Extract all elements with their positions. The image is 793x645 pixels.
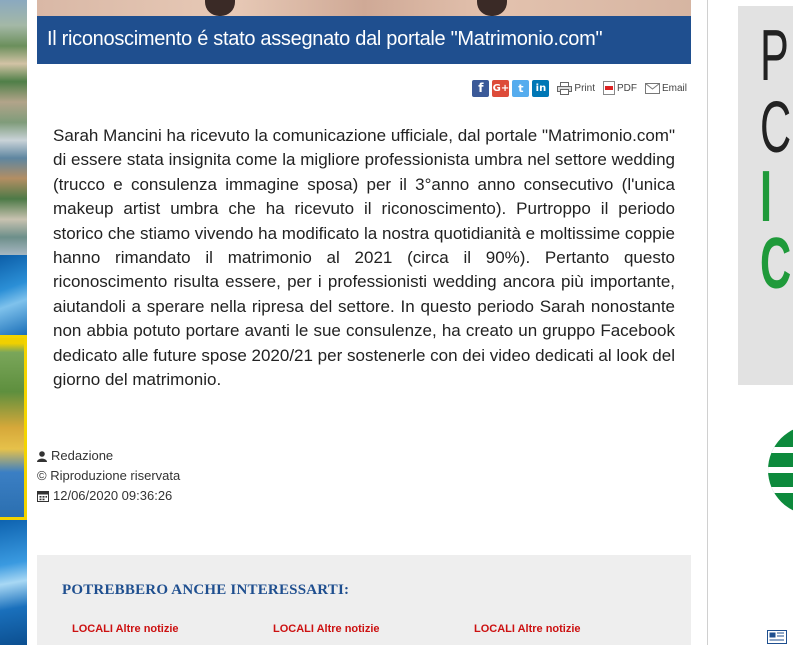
google-plus-share-icon[interactable]: G+ xyxy=(492,80,509,97)
logo-stripe xyxy=(768,447,793,453)
article-photo xyxy=(37,0,691,16)
user-icon xyxy=(37,451,47,462)
logo-stripe xyxy=(768,487,793,493)
facebook-share-icon[interactable]: f xyxy=(472,80,489,97)
envelope-icon xyxy=(645,83,660,94)
column-divider xyxy=(707,0,708,645)
related-link-2[interactable]: LOCALI Altre notizie xyxy=(273,623,380,635)
pdf-label: PDF xyxy=(616,82,637,94)
green-logo[interactable] xyxy=(768,425,793,515)
related-heading: POTREBBERO ANCHE INTERESSARTI: xyxy=(62,582,350,598)
pdf-icon xyxy=(603,81,615,95)
newspaper-icon[interactable] xyxy=(767,630,787,644)
twitter-share-icon[interactable]: t xyxy=(512,80,529,97)
calendar-icon xyxy=(37,490,49,502)
left-advertisement[interactable] xyxy=(0,0,27,645)
ad-letter-3: I xyxy=(760,157,773,237)
ad-image-waterpark xyxy=(0,0,27,255)
date-row xyxy=(37,486,180,506)
ad-image-pool xyxy=(0,520,27,645)
ad-letter-4: C xyxy=(760,224,792,304)
ad-image-water xyxy=(0,255,27,335)
rights-row xyxy=(37,466,180,486)
share-toolbar xyxy=(472,78,687,98)
photo-detail xyxy=(477,0,507,16)
print-button[interactable] xyxy=(557,82,595,95)
article-title: Il riconoscimento é stato assegnato dal portale "Matrimonio.com" xyxy=(47,28,603,50)
author-row xyxy=(37,446,180,466)
right-advertisement[interactable] xyxy=(738,0,793,385)
rights-text: © Riproduzione riservata xyxy=(37,468,181,483)
ad-image-slides xyxy=(0,335,27,520)
print-label: Print xyxy=(574,82,595,94)
email-button[interactable] xyxy=(645,83,687,94)
author-name: Redazione xyxy=(51,448,114,463)
related-link-3[interactable]: LOCALI Altre notizie xyxy=(474,623,581,635)
article-body: Sarah Mancini ha ricevuto la comunicazione ufficiale, dal portale "Matrimonio.com" di essere stata insignita come la migliore professionista umbra nel settore wedding (trucco e consulenza immagine sposa) per il 3°anno anno consecutivo (l'unica makeup artist umbra che ha ricevuto il riconoscimento). Purtroppo il periodo storico che stiamo vivendo ha modificato la nostra quotidianità e moltissime coppie hanno rimandato il matrimonio al 2021 (circa il 90%). Pertanto questo riconoscimento risulta essere, per i professionisti wedding ancora più importante, aiutandoli a sperare nella ripresa del settore. In questo periodo Sarah nonostante non abbia potuto portare avanti le sue consulenze, ha creato un gruppo Facebook dedicato alle future spose 2020/21 per sostenerle con dei video dedicati al look del giorno del matrimonio. xyxy=(53,126,675,390)
printer-icon xyxy=(557,82,572,95)
article-meta xyxy=(37,446,180,506)
email-label: Email xyxy=(661,82,687,94)
pdf-button[interactable] xyxy=(603,81,637,95)
ad-banner xyxy=(738,6,793,385)
ad-letter-2: C xyxy=(760,88,792,168)
article-title-bar xyxy=(37,16,691,64)
linkedin-share-icon[interactable]: in xyxy=(532,80,549,97)
publish-datetime: 12/06/2020 09:36:26 xyxy=(53,488,173,503)
logo-stripe xyxy=(768,467,793,473)
ad-letter-1: P xyxy=(760,16,789,96)
photo-detail xyxy=(205,0,235,16)
related-link-1[interactable]: LOCALI Altre notizie xyxy=(72,623,179,635)
related-articles xyxy=(37,555,691,645)
